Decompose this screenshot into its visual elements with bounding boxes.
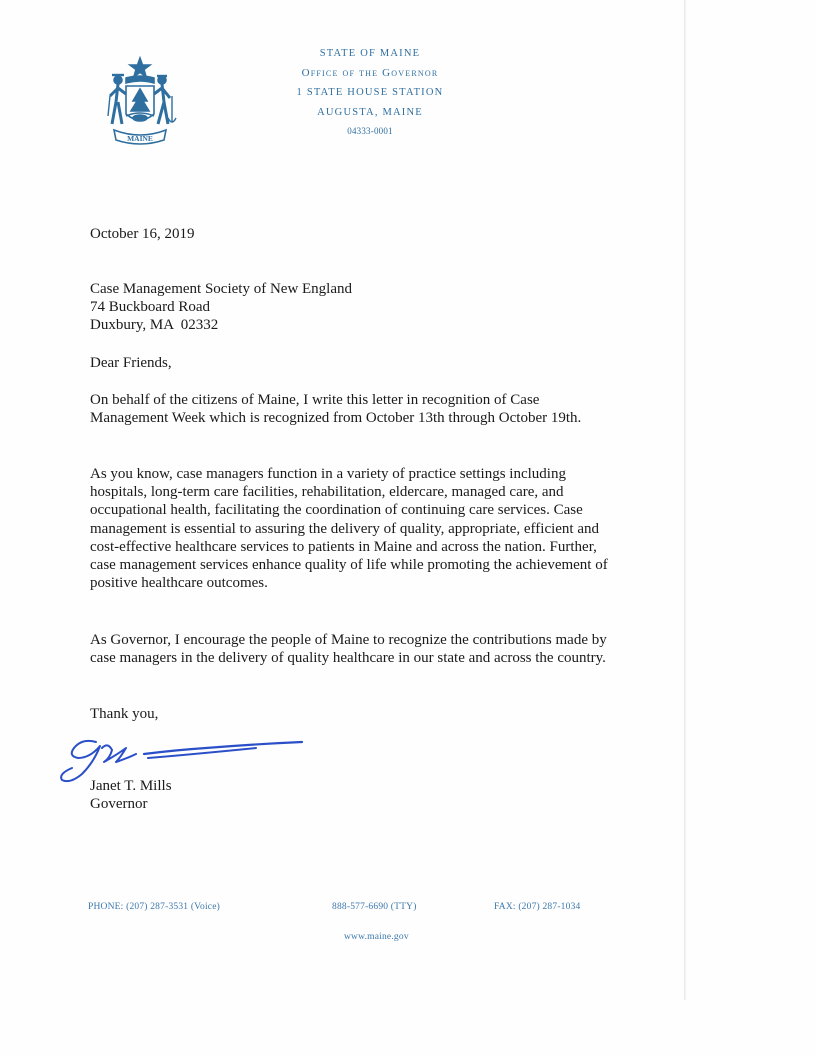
svg-text:MAINE: MAINE: [127, 134, 153, 143]
letterhead-office: Office of the Governor: [301, 66, 439, 79]
footer-fax: FAX: (207) 287-1034: [494, 902, 581, 912]
page-edge: [684, 0, 686, 1000]
letterhead-station: 1 STATE HOUSE STATION: [296, 87, 444, 98]
letter-date: October 16, 2019: [90, 226, 195, 242]
footer-tty: 888-577-6690 (TTY): [332, 902, 417, 912]
paragraph-3: As Governor, I encourage the people of Maine to recognize the contributions made by case managers in the delivery of quality healthcare in our state and across the country.: [90, 632, 607, 667]
state-seal-icon: [96, 56, 184, 148]
footer-phone: PHONE: (207) 287-3531 (Voice): [88, 902, 221, 912]
letterhead-zip: 04333-0001: [347, 126, 393, 136]
closing: Thank you,: [90, 706, 159, 722]
recipient-address: [90, 280, 610, 335]
paragraph-1: On behalf of the citizens of Maine, I write this letter in recognition of Case Management Week which is recognized from October 13th through October 19th.: [90, 392, 582, 427]
letterhead: [250, 44, 490, 142]
recipient-city: Duxbury, MA 02332: [90, 317, 219, 334]
salutation: Dear Friends,: [90, 355, 172, 371]
signature-block: [90, 777, 610, 813]
footer-website[interactable]: www.maine.gov: [344, 932, 409, 942]
signer-name: Janet T. Mills: [90, 778, 172, 794]
letterhead-city: AUGUSTA, MAINE: [317, 106, 423, 118]
recipient-name: Case Management Society of New England: [90, 281, 353, 297]
signer-title: Governor: [90, 796, 148, 813]
recipient-street: 74 Buckboard Road: [90, 299, 210, 316]
paragraph-2: As you know, case managers function in a variety of practice settings including hospitals, long-term care facilities, rehabilitation, eldercare, managed care, and occupational health, facilitating the coordination of continuing care services. Case management is essential to assuring the delivery of quality, appropriate, efficient and cost-effective healthcare services to patients in Maine and across the nation. Further, case management services enhance quality of life while promoting the achievement of positive healthcare outcomes.: [90, 466, 608, 592]
letterhead-state: STATE OF MAINE: [319, 48, 421, 59]
